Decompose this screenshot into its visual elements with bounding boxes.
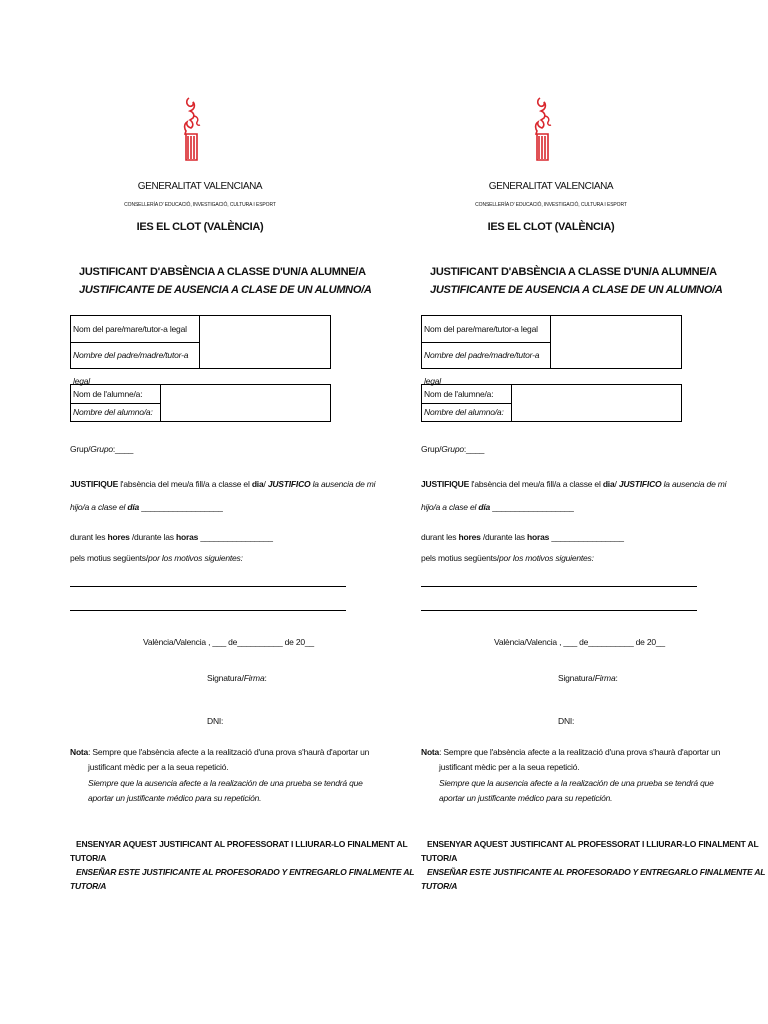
note-line-3: Siempre que la ausencia afecte a la realización de una prueba se tendrá que <box>88 778 363 788</box>
parent-name-field[interactable] <box>552 318 678 366</box>
reasons-line-1[interactable] <box>421 586 697 587</box>
generalitat-logo-icon <box>180 96 202 162</box>
department-name: CONSELLERÍA D' EDUCACIÓ, INVESTIGACIÓ, CULTURA I ESPORT <box>475 202 627 208</box>
parent-name-box <box>70 315 331 386</box>
hours-line: durant les hores /durante las horas ________________ <box>421 532 624 542</box>
parent-label-spanish: Nombre del padre/madre/tutor-a legal <box>422 342 551 368</box>
place-date-line[interactable]: València/Valencia , ___ de__________ de 20__ <box>143 637 314 647</box>
reasons-line-2[interactable] <box>421 610 697 611</box>
dni-label: DNI: <box>558 716 575 726</box>
group-line <box>421 444 484 454</box>
parent-name-field[interactable] <box>201 318 327 366</box>
reasons-line-1[interactable] <box>70 586 346 587</box>
group-label-spanish: Grupo <box>441 444 464 454</box>
justify-line-1: JUSTIFIQUE l'absència del meu/a fill/a a classe el dia/ JUSTIFICO la ausencia de mi <box>70 479 376 489</box>
student-label-catalan: Nom de l'alumne/a: <box>71 385 161 403</box>
justify-line-1: JUSTIFIQUE l'absència del meu/a fill/a a classe el dia/ JUSTIFICO la ausencia de mi <box>421 479 727 489</box>
reasons-label: pels motius següents/por los motivos siguientes: <box>421 553 594 563</box>
date-blank[interactable]: __________________ <box>490 502 574 512</box>
date-blank[interactable]: __________________ <box>139 502 223 512</box>
signature-label: Signatura/Firma: <box>558 673 618 683</box>
footer-spanish-2: TUTOR/A <box>421 881 458 891</box>
note-line-2: justificant mèdic per a la seua repetició. <box>439 762 580 772</box>
signature-label: Signatura/Firma: <box>207 673 267 683</box>
student-name-field[interactable] <box>163 387 327 419</box>
student-label-catalan: Nom de l'alumne/a: <box>422 385 512 403</box>
student-name-field[interactable] <box>514 387 678 419</box>
group-label-catalan: Grup/ <box>421 444 442 454</box>
footer-catalan-1: ENSENYAR AQUEST JUSTIFICANT AL PROFESSORAT I LLIURAR-LO FINALMENT AL <box>427 839 759 849</box>
hours-line: durant les hores /durante las horas ________________ <box>70 532 273 542</box>
org-name: GENERALITAT VALENCIANA <box>488 181 614 192</box>
parent-label-catalan: Nom del pare/mare/tutor-a legal <box>422 316 551 342</box>
group-blank[interactable]: :____ <box>463 444 485 454</box>
department-name: CONSELLERÍA D' EDUCACIÓ, INVESTIGACIÓ, CULTURA I ESPORT <box>124 202 276 208</box>
footer-catalan-1: ENSENYAR AQUEST JUSTIFICANT AL PROFESSORAT I LLIURAR-LO FINALMENT AL <box>76 839 408 849</box>
dni-label: DNI: <box>207 716 224 726</box>
form-title-catalan: JUSTIFICANT D'ABSÈNCIA A CLASSE D'UN/A ALUMNE/A <box>79 266 366 278</box>
group-blank[interactable]: :____ <box>112 444 134 454</box>
parent-label-spanish: Nombre del padre/madre/tutor-a legal <box>71 342 200 368</box>
footer-spanish-2: TUTOR/A <box>70 881 107 891</box>
form-title-spanish: JUSTIFICANTE DE AUSENCIA A CLASE DE UN ALUMNO/A <box>430 284 723 296</box>
student-label-spanish: Nombre del alumno/a: <box>422 403 512 421</box>
justify-line-2: hijo/a a clase el día __________________ <box>70 502 223 512</box>
note-line-1: Nota: Sempre que l'absència afecte a la realització d'una prova s'haurà d'aportar un <box>70 747 370 757</box>
hours-blank[interactable]: ________________ <box>198 532 273 542</box>
footer-spanish-1: ENSEÑAR ESTE JUSTIFICANTE AL PROFESORADO Y ENTREGARLO FINALMENTE AL <box>76 867 415 877</box>
form-title-catalan: JUSTIFICANT D'ABSÈNCIA A CLASSE D'UN/A ALUMNE/A <box>430 266 717 278</box>
footer-spanish-1: ENSEÑAR ESTE JUSTIFICANTE AL PROFESORADO Y ENTREGARLO FINALMENTE AL <box>427 867 766 877</box>
school-name: IES EL CLOT (VALÈNCIA) <box>487 221 615 233</box>
group-label-spanish: Grupo <box>90 444 113 454</box>
school-name: IES EL CLOT (VALÈNCIA) <box>136 221 264 233</box>
generalitat-logo-icon <box>531 96 553 162</box>
justify-line-2: hijo/a a clase el día __________________ <box>421 502 574 512</box>
hours-blank[interactable]: ________________ <box>549 532 624 542</box>
group-line <box>70 444 133 454</box>
absence-form-right <box>351 0 766 1024</box>
reasons-label: pels motius següents/por los motivos siguientes: <box>70 553 243 563</box>
note-line-3: Siempre que la ausencia afecte a la realización de una prueba se tendrá que <box>439 778 714 788</box>
note-line-2: justificant mèdic per a la seua repetició. <box>88 762 229 772</box>
parent-name-box <box>421 315 682 386</box>
footer-catalan-2: TUTOR/A <box>421 853 458 863</box>
note-line-1: Nota: Sempre que l'absència afecte a la realització d'una prova s'haurà d'aportar un <box>421 747 721 757</box>
student-label-spanish: Nombre del alumno/a: <box>71 403 161 421</box>
student-name-box <box>421 384 682 422</box>
form-title-spanish: JUSTIFICANTE DE AUSENCIA A CLASE DE UN ALUMNO/A <box>79 284 372 296</box>
note-line-4: aportar un justificante médico para su repetición. <box>88 793 262 803</box>
note-line-4: aportar un justificante médico para su repetición. <box>439 793 613 803</box>
parent-label-catalan: Nom del pare/mare/tutor-a legal <box>71 316 200 342</box>
org-name: GENERALITAT VALENCIANA <box>137 181 263 192</box>
place-date-line[interactable]: València/Valencia , ___ de__________ de 20__ <box>494 637 665 647</box>
student-name-box <box>70 384 331 422</box>
group-label-catalan: Grup/ <box>70 444 91 454</box>
footer-catalan-2: TUTOR/A <box>70 853 107 863</box>
reasons-line-2[interactable] <box>70 610 346 611</box>
